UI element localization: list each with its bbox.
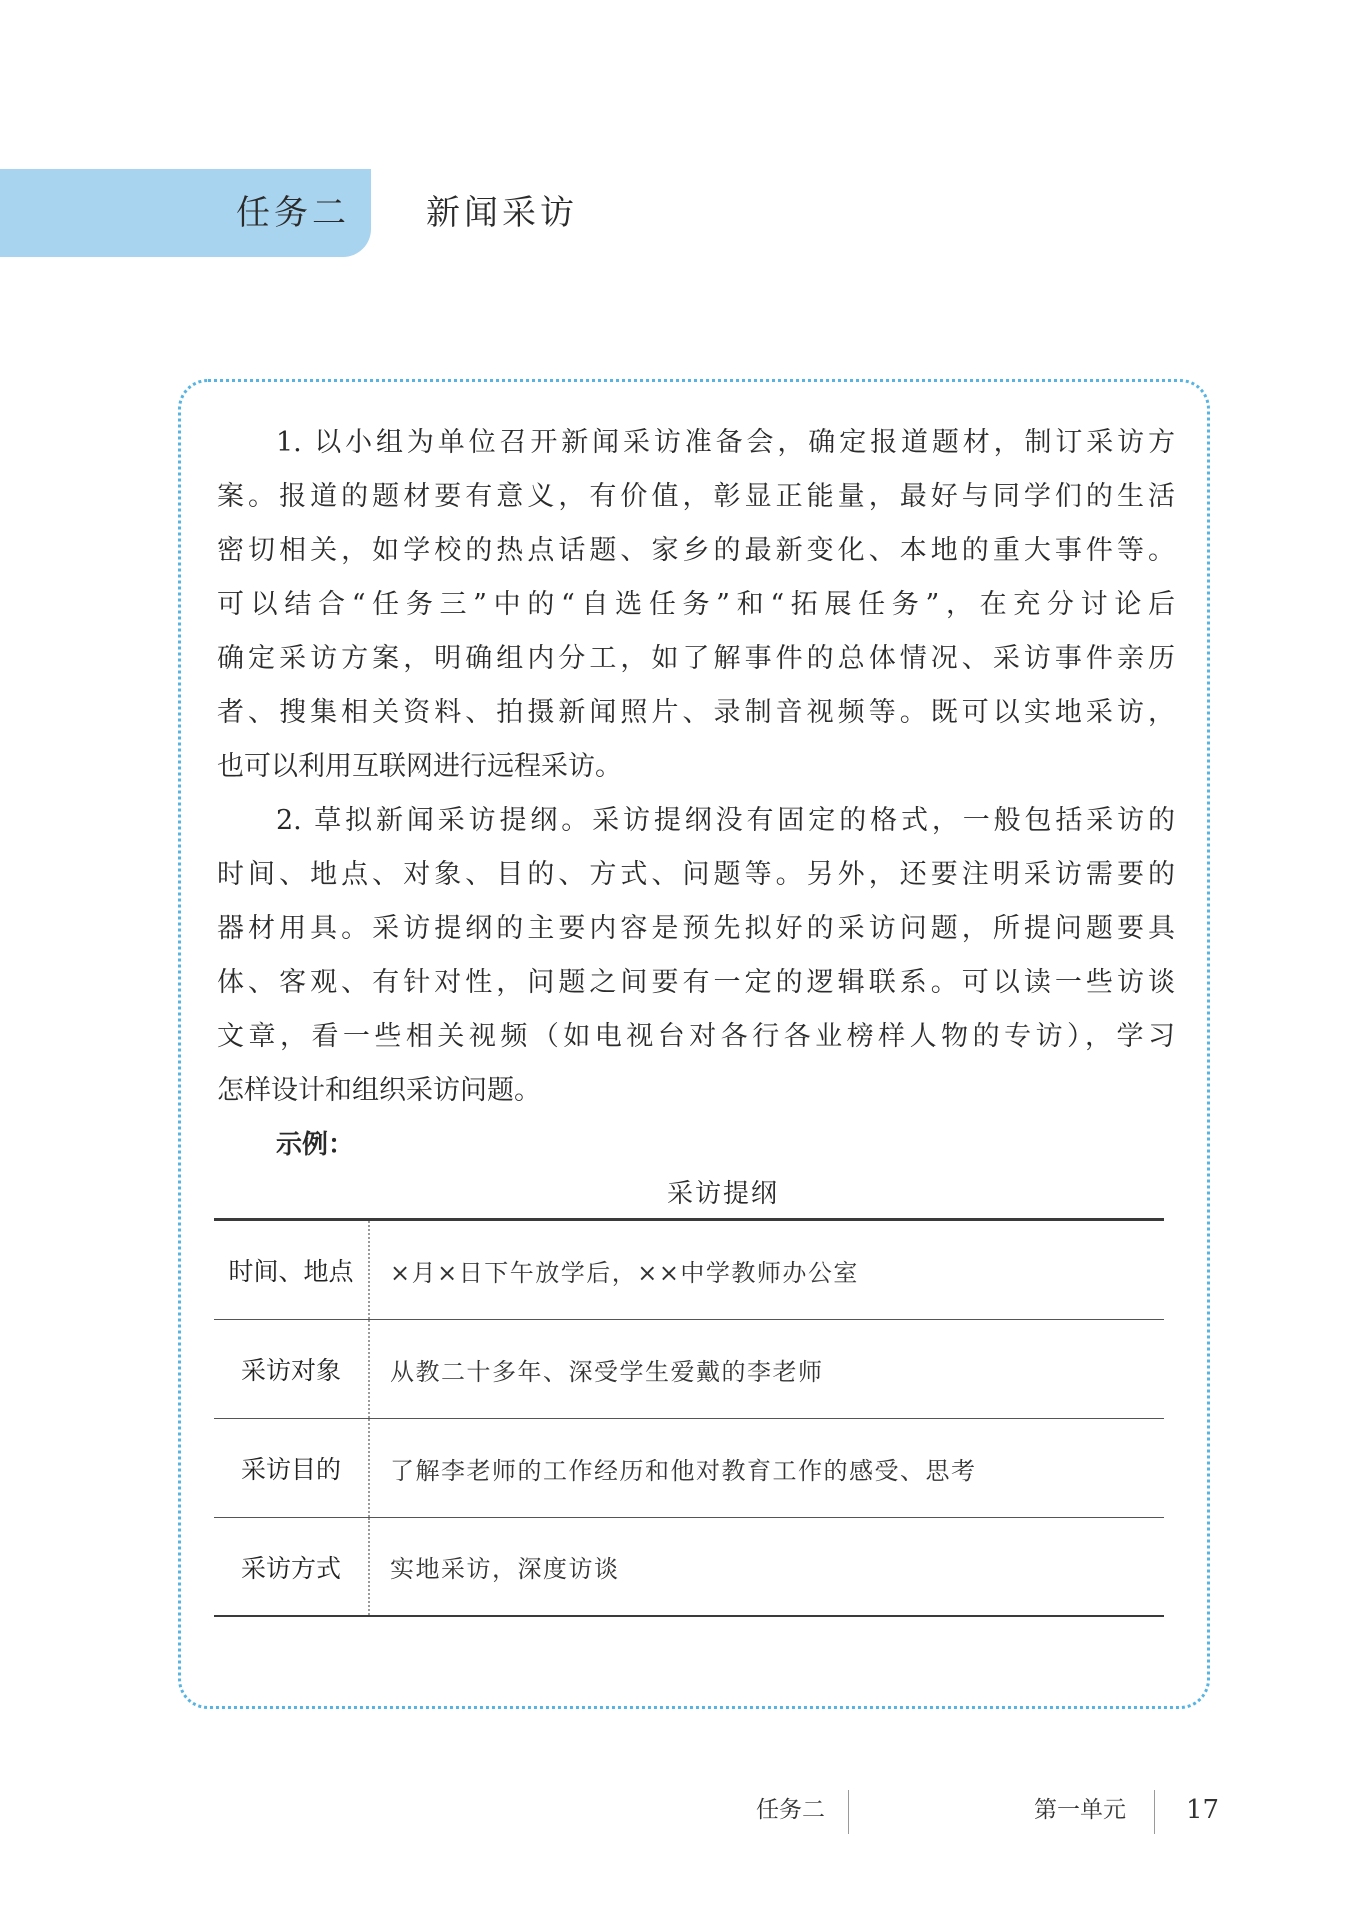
body-line: 也可以利用互联网进行远程采访。 (217, 751, 622, 782)
body-line: 2. 草拟新闻采访提纲。采访提纲没有固定的格式，一般包括采访的 (276, 805, 1175, 836)
outline-row-value: 从教二十多年、深受学生爱戴的李老师 (390, 1357, 824, 1386)
body-text (217, 416, 1175, 1172)
body-line: 可以结合“任务三”中的“自选任务”和“拓展任务”，在充分讨论后 (217, 589, 1175, 620)
outline-row-value: ×月×日下午放学后，××中学教师办公室 (390, 1258, 859, 1287)
footer-unit: 第一单元 (1034, 1797, 1126, 1823)
table-row (214, 1419, 1164, 1518)
task-tag: 任务二 (236, 193, 350, 233)
outline-row-label: 采访对象 (214, 1320, 370, 1418)
page-title: 新闻采访 (426, 193, 578, 233)
footer-section: 任务二 (756, 1797, 825, 1823)
body-line: 案。报道的题材要有意义，有价值，彰显正能量，最好与同学们的生活 (217, 481, 1175, 512)
outline-row-value: 了解李老师的工作经历和他对教育工作的感受、思考 (390, 1456, 977, 1485)
table-row (214, 1518, 1164, 1617)
body-line: 1. 以小组为单位召开新闻采访准备会，确定报道题材，制订采访方 (276, 427, 1175, 458)
body-line: 确定采访方案，明确组内分工，如了解事件的总体情况、采访事件亲历 (217, 643, 1175, 674)
body-line: 器材用具。采访提纲的主要内容是预先拟好的采访问题，所提问题要具 (217, 913, 1175, 944)
body-line: 者、搜集相关资料、拍摄新闻照片、录制音视频等。既可以实地采访， (217, 697, 1175, 728)
body-line: 怎样设计和组织采访问题。 (217, 1075, 541, 1106)
table-row (214, 1320, 1164, 1419)
outline-row-value: 实地采访，深度访谈 (390, 1555, 620, 1583)
outline-row-label: 采访目的 (214, 1419, 370, 1517)
body-line: 文章，看一些相关视频（如电视台对各行各业榜样人物的专访），学习 (217, 1021, 1175, 1052)
example-label: 示例： (276, 1130, 355, 1160)
outline-row-label: 采访方式 (214, 1518, 370, 1615)
outline-table (214, 1218, 1164, 1617)
outline-table-title: 采访提纲 (666, 1179, 779, 1209)
footer-divider (848, 1790, 849, 1834)
outline-row-label: 时间、地点 (214, 1221, 370, 1319)
body-line: 体、客观、有针对性，问题之间要有一定的逻辑联系。可以读一些访谈 (217, 967, 1175, 998)
body-line: 密切相关，如学校的热点话题、家乡的最新变化、本地的重大事件等。 (217, 535, 1175, 566)
body-line: 时间、地点、对象、目的、方式、问题等。另外，还要注明采访需要的 (217, 859, 1175, 890)
page-number: 17 (1186, 1795, 1220, 1825)
task-header-tab (0, 169, 371, 257)
footer-divider (1154, 1790, 1155, 1834)
table-row (214, 1221, 1164, 1320)
